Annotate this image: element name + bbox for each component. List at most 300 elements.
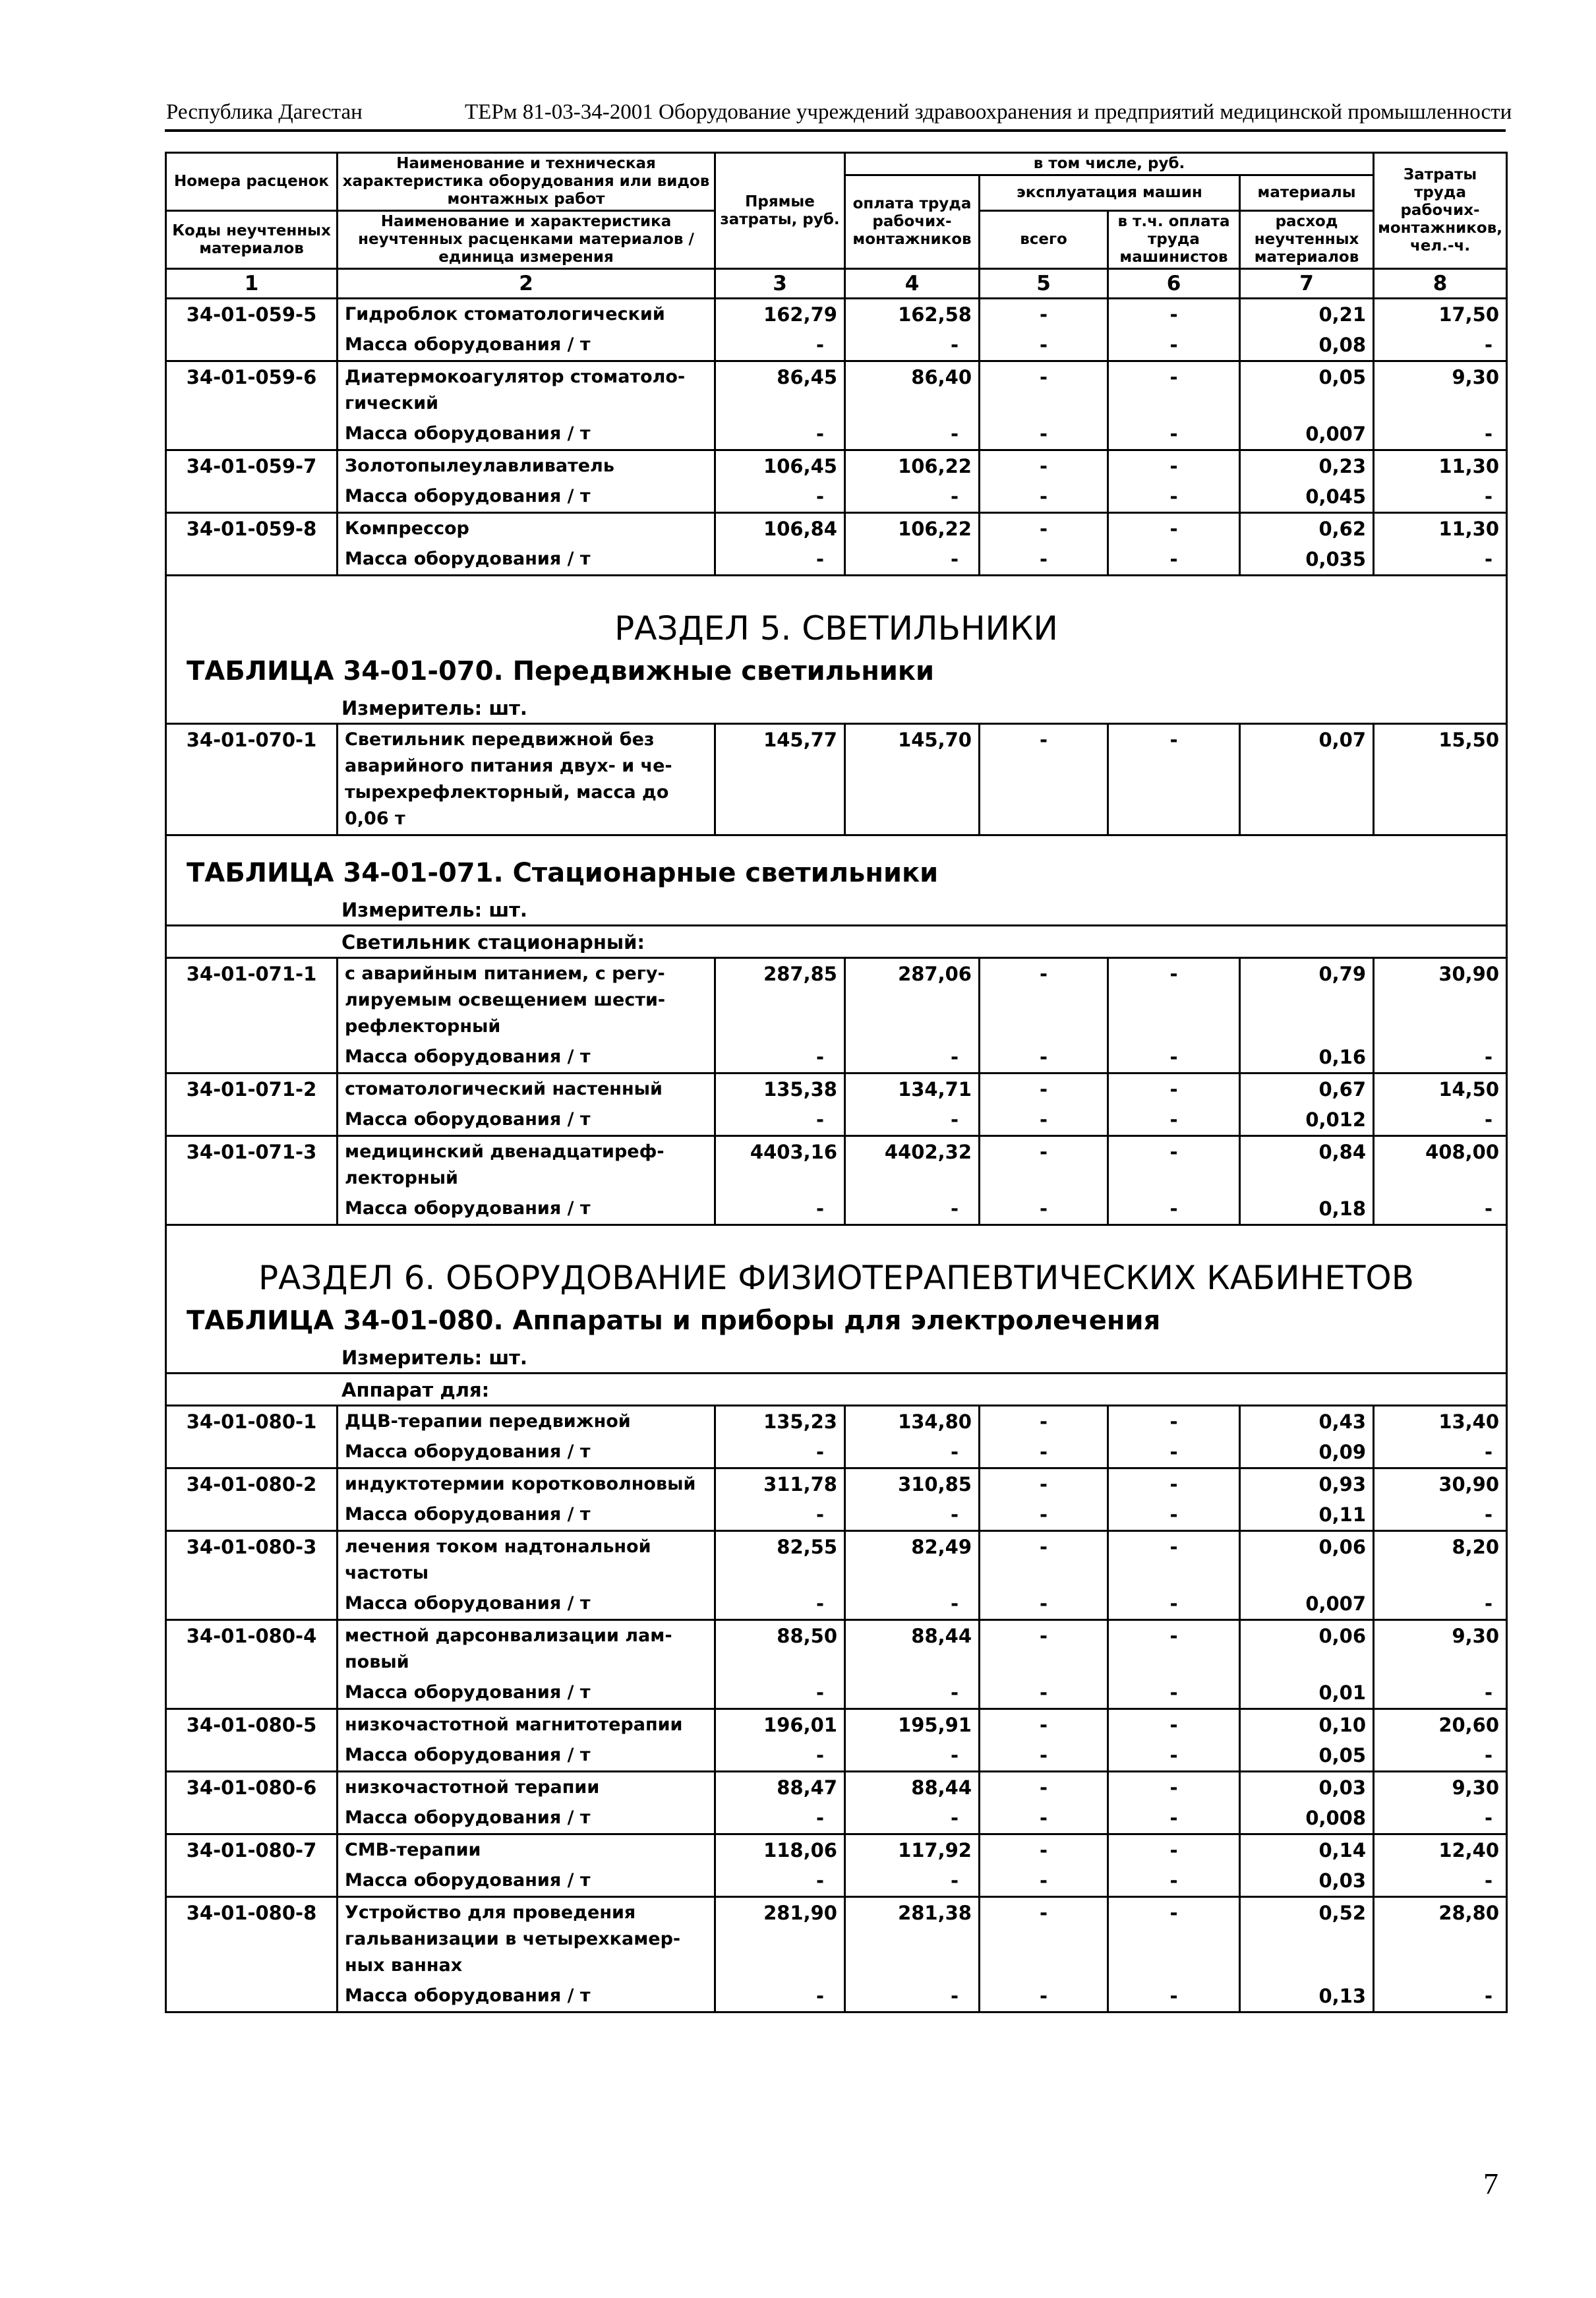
group-heading: Аппарат для: [166, 1374, 1507, 1406]
rate-value: - [980, 361, 1108, 419]
mass-value: - [715, 544, 845, 576]
mass-value: - [1374, 1194, 1507, 1225]
col-labor-header: Затраты труда рабочих-монтажников, чел.-ч. [1374, 153, 1507, 269]
rate-value: - [1108, 450, 1240, 482]
mass-label: Масса оборудования / т [338, 1194, 715, 1225]
rate-code: 34-01-080-1 [166, 1406, 338, 1437]
mass-value: 0,045 [1240, 481, 1374, 513]
rate-value: - [1108, 1897, 1240, 1981]
mass-value: - [845, 1104, 980, 1136]
rate-value: 195,91 [845, 1709, 980, 1741]
rate-value: - [980, 1897, 1108, 1981]
rate-code: 34-01-080-6 [166, 1772, 338, 1803]
mass-value: - [845, 1740, 980, 1772]
rate-value: 106,22 [845, 450, 980, 482]
rate-code: 34-01-059-5 [166, 299, 338, 330]
rate-code: 34-01-080-3 [166, 1531, 338, 1589]
mass-value: - [1374, 1678, 1507, 1709]
rate-row [166, 1406, 1507, 1437]
mass-value: - [1374, 419, 1507, 450]
rate-value: - [1108, 1772, 1240, 1803]
col-name-subheader: Наименование и характеристика неучтенных расценками материалов / единица измерения [338, 211, 715, 269]
rate-name: низкочастотной терапии [338, 1772, 715, 1803]
mass-row [166, 1499, 1507, 1531]
section-title: РАЗДЕЛ 5. СВЕТИЛЬНИКИ [166, 593, 1507, 651]
running-header [165, 99, 1512, 132]
mass-value: - [1374, 1740, 1507, 1772]
rate-value: - [1108, 1406, 1240, 1437]
mass-value: - [1374, 1042, 1507, 1073]
rate-value: 9,30 [1374, 361, 1507, 419]
rate-value: 0,79 [1240, 958, 1374, 1043]
rate-value: 11,30 [1374, 513, 1507, 545]
mass-value: - [980, 1588, 1108, 1620]
rate-name: лечения током надтональной частоты [338, 1531, 715, 1589]
mass-value: - [1108, 419, 1240, 450]
mass-value: - [1374, 1588, 1507, 1620]
page-number: 7 [1483, 2167, 1498, 2200]
rate-name: с аварийным питанием, с регу-лируемым освещением шести-рефлекторный [338, 958, 715, 1043]
column-number: 5 [980, 269, 1108, 299]
rate-code-empty [166, 419, 338, 450]
rate-value: 106,22 [845, 513, 980, 545]
rate-code: 34-01-080-2 [166, 1468, 338, 1500]
rate-value: 8,20 [1374, 1531, 1507, 1589]
rate-value: 0,03 [1240, 1772, 1374, 1803]
group-heading-row [166, 1374, 1507, 1406]
mass-value: - [715, 1194, 845, 1225]
mass-value: - [980, 1104, 1108, 1136]
rate-value: 86,45 [715, 361, 845, 419]
rate-row [166, 1709, 1507, 1741]
rate-value: 135,23 [715, 1406, 845, 1437]
mass-value: - [845, 481, 980, 513]
mass-value: - [980, 1042, 1108, 1073]
rate-code: 34-01-059-6 [166, 361, 338, 419]
table-title: ТАБЛИЦА 34-01-080. Аппараты и приборы для электролечения [166, 1301, 1507, 1341]
mass-label: Масса оборудования / т [338, 1104, 715, 1136]
rate-code-empty [166, 1194, 338, 1225]
mass-value: - [980, 419, 1108, 450]
mass-value: - [845, 1588, 980, 1620]
rate-value: 134,80 [845, 1406, 980, 1437]
mass-value: - [845, 1981, 980, 2012]
rate-value: 88,50 [715, 1620, 845, 1678]
rate-value: - [1108, 1620, 1240, 1678]
rate-value: 88,44 [845, 1772, 980, 1803]
rate-name: Компрессор [338, 513, 715, 545]
rate-code-empty [166, 1981, 338, 2012]
mass-value: - [1108, 1678, 1240, 1709]
mass-value: - [845, 419, 980, 450]
mass-value: - [980, 1194, 1108, 1225]
rate-value: 106,84 [715, 513, 845, 545]
mass-value: - [845, 1865, 980, 1897]
rate-value: - [1108, 724, 1240, 835]
column-number: 4 [845, 269, 980, 299]
mass-label: Масса оборудования / т [338, 481, 715, 513]
mass-value: - [845, 1678, 980, 1709]
rate-code: 34-01-059-8 [166, 513, 338, 545]
mass-value: - [715, 1042, 845, 1073]
rate-value: 134,71 [845, 1073, 980, 1105]
table-title: ТАБЛИЦА 34-01-071. Стационарные светильники [166, 853, 1507, 893]
unit-of-measure: Измеритель: шт. [166, 893, 1507, 926]
rate-value: 408,00 [1374, 1136, 1507, 1194]
rate-name: Устройство для проведения гальванизации в четырехкамер-ных ваннах [338, 1897, 715, 1981]
mass-row [166, 544, 1507, 576]
mass-label: Масса оборудования / т [338, 1803, 715, 1834]
rate-value: 0,21 [1240, 299, 1374, 330]
table-title: ТАБЛИЦА 34-01-070. Передвижные светильники [166, 651, 1507, 691]
mass-value: - [715, 1981, 845, 2012]
rate-value: 287,06 [845, 958, 980, 1043]
rate-value: 162,79 [715, 299, 845, 330]
separator-gap [166, 835, 1507, 854]
mass-value: 0,13 [1240, 1981, 1374, 2012]
separator-gap [166, 576, 1507, 594]
mass-value: 0,16 [1240, 1042, 1374, 1073]
mass-row [166, 1865, 1507, 1897]
mass-value: - [1108, 1437, 1240, 1468]
mass-row [166, 419, 1507, 450]
mass-value: - [1108, 1588, 1240, 1620]
mass-row [166, 1437, 1507, 1468]
col-code-subheader: Коды неучтенных материалов [166, 211, 338, 269]
rate-value: 0,10 [1240, 1709, 1374, 1741]
table-header [166, 153, 1507, 299]
rate-value: - [1108, 1073, 1240, 1105]
rate-row [166, 1834, 1507, 1866]
mass-value: 0,007 [1240, 419, 1374, 450]
col-machines-header: эксплуатация машин [980, 175, 1240, 211]
table-title-row [166, 651, 1507, 691]
unit-of-measure: Измеритель: шт. [166, 691, 1507, 724]
table-title-row [166, 853, 1507, 893]
rate-code-empty [166, 1437, 338, 1468]
rate-value: 0,43 [1240, 1406, 1374, 1437]
col-name-header: Наименование и техническая характеристика оборудования или видов монтажных работ [338, 153, 715, 211]
rate-code-empty [166, 1740, 338, 1772]
rate-code-empty [166, 330, 338, 361]
rate-value: - [980, 1406, 1108, 1437]
mass-row [166, 330, 1507, 361]
unit-of-measure-row [166, 1341, 1507, 1374]
header-title: ТЕРм 81-03-34-2001 Оборудование учреждений здравоохранения и предприятий медицинской промышленности [465, 100, 1512, 124]
col-unaccounted-materials-header: расход неучтенных материалов [1240, 211, 1374, 269]
mass-value: - [980, 330, 1108, 361]
rate-code-empty [166, 1865, 338, 1897]
mass-value: - [1374, 1803, 1507, 1834]
mass-label: Масса оборудования / т [338, 1865, 715, 1897]
group-heading-row [166, 926, 1507, 958]
mass-value: 0,11 [1240, 1499, 1374, 1531]
mass-row [166, 1104, 1507, 1136]
rate-value: 0,62 [1240, 513, 1374, 545]
rate-value: - [980, 513, 1108, 545]
rate-name: Светильник передвижной без аварийного питания двух- и че-тырехрефлекторный, масса до 0,06 т [338, 724, 715, 835]
table-body [166, 299, 1507, 2012]
separator-gap [166, 1225, 1507, 1244]
mass-row [166, 1588, 1507, 1620]
mass-value: - [1374, 1865, 1507, 1897]
rate-row [166, 450, 1507, 482]
mass-value: 0,09 [1240, 1437, 1374, 1468]
rate-value: - [980, 1531, 1108, 1589]
rate-code: 34-01-080-8 [166, 1897, 338, 1981]
rate-value: 30,90 [1374, 1468, 1507, 1500]
rate-value: 287,85 [715, 958, 845, 1043]
mass-label: Масса оборудования / т [338, 1740, 715, 1772]
rate-value: - [980, 1772, 1108, 1803]
mass-row [166, 1981, 1507, 2012]
rate-value: 86,40 [845, 361, 980, 419]
mass-label: Масса оборудования / т [338, 1981, 715, 2012]
mass-value: - [980, 1803, 1108, 1834]
rate-code: 34-01-071-3 [166, 1136, 338, 1194]
mass-value: - [715, 1678, 845, 1709]
rate-code: 34-01-080-7 [166, 1834, 338, 1866]
mass-value: - [845, 1803, 980, 1834]
column-number: 8 [1374, 269, 1507, 299]
mass-value: - [715, 1437, 845, 1468]
mass-value: - [1108, 1865, 1240, 1897]
rate-value: - [980, 1468, 1108, 1500]
rate-value: 106,45 [715, 450, 845, 482]
rate-code-empty [166, 1678, 338, 1709]
rate-row [166, 299, 1507, 330]
mass-value: - [715, 419, 845, 450]
column-number: 6 [1108, 269, 1240, 299]
rate-row [166, 513, 1507, 545]
mass-label: Масса оборудования / т [338, 419, 715, 450]
mass-value: - [1108, 1499, 1240, 1531]
mass-value: - [980, 481, 1108, 513]
rate-value: - [980, 1709, 1108, 1741]
rate-value: 82,49 [845, 1531, 980, 1589]
rate-code: 34-01-080-5 [166, 1709, 338, 1741]
rate-code: 34-01-070-1 [166, 724, 338, 835]
rate-value: 12,40 [1374, 1834, 1507, 1866]
section-title-row [166, 593, 1507, 651]
mass-value: - [1374, 1499, 1507, 1531]
rate-code-empty [166, 544, 338, 576]
mass-value: - [1108, 544, 1240, 576]
rate-name: медицинский двенадцатиреф-лекторный [338, 1136, 715, 1194]
rate-value: 20,60 [1374, 1709, 1507, 1741]
rate-row [166, 1073, 1507, 1105]
rate-value: - [980, 1136, 1108, 1194]
rate-name: СМВ-терапии [338, 1834, 715, 1866]
mass-value: 0,007 [1240, 1588, 1374, 1620]
unit-of-measure-row [166, 893, 1507, 926]
rate-code-empty [166, 1104, 338, 1136]
mass-value: 0,18 [1240, 1194, 1374, 1225]
rate-value: - [980, 1834, 1108, 1866]
mass-value: - [1374, 1437, 1507, 1468]
rate-value: 15,50 [1374, 724, 1507, 835]
mass-value: - [980, 544, 1108, 576]
col-direct-costs-header: Прямые затраты, руб. [715, 153, 845, 269]
mass-row [166, 1678, 1507, 1709]
rate-name: низкочастотной магнитотерапии [338, 1709, 715, 1741]
mass-value: - [845, 544, 980, 576]
rate-value: 0,06 [1240, 1531, 1374, 1589]
mass-value: - [1108, 481, 1240, 513]
rate-value: 82,55 [715, 1531, 845, 1589]
rate-value: 0,07 [1240, 724, 1374, 835]
mass-label: Масса оборудования / т [338, 1437, 715, 1468]
mass-value: - [715, 481, 845, 513]
rate-row [166, 1772, 1507, 1803]
rate-value: 4403,16 [715, 1136, 845, 1194]
rate-value: 281,90 [715, 1897, 845, 1981]
rate-code: 34-01-059-7 [166, 450, 338, 482]
rate-value: 28,80 [1374, 1897, 1507, 1981]
rate-value: 0,06 [1240, 1620, 1374, 1678]
rate-code-empty [166, 481, 338, 513]
rate-value: 14,50 [1374, 1073, 1507, 1105]
mass-value: 0,05 [1240, 1740, 1374, 1772]
mass-value: - [715, 1499, 845, 1531]
rate-name: Диатермокоагулятор стоматоло-гический [338, 361, 715, 419]
column-number: 7 [1240, 269, 1374, 299]
mass-value: - [1374, 330, 1507, 361]
mass-row [166, 1042, 1507, 1073]
mass-value: 0,01 [1240, 1678, 1374, 1709]
mass-value: - [845, 330, 980, 361]
rate-value: - [980, 1620, 1108, 1678]
mass-value: 0,035 [1240, 544, 1374, 576]
rate-value: 4402,32 [845, 1136, 980, 1194]
rate-row [166, 958, 1507, 1043]
mass-value: - [980, 1981, 1108, 2012]
rate-value: 135,38 [715, 1073, 845, 1105]
rate-value: 11,30 [1374, 450, 1507, 482]
mass-value: - [980, 1678, 1108, 1709]
rate-value: - [980, 958, 1108, 1043]
mass-row [166, 481, 1507, 513]
col-wages-header: оплата труда рабочих-монтажников [845, 175, 980, 269]
rate-code-empty [166, 1499, 338, 1531]
mass-value: - [715, 1803, 845, 1834]
rate-value: 13,40 [1374, 1406, 1507, 1437]
rate-value: 0,93 [1240, 1468, 1374, 1500]
rate-value: 9,30 [1374, 1620, 1507, 1678]
rate-name: местной дарсонвализации лам-повый [338, 1620, 715, 1678]
rate-row [166, 1531, 1507, 1589]
mass-value: - [980, 1740, 1108, 1772]
rate-value: - [980, 1073, 1108, 1105]
mass-value: - [845, 1499, 980, 1531]
col-group-header: в том числе, руб. [845, 153, 1374, 175]
section-title-row [166, 1243, 1507, 1301]
mass-value: - [980, 1499, 1108, 1531]
rate-value: 196,01 [715, 1709, 845, 1741]
col-code-header: Номера расценок [166, 153, 338, 211]
rate-value: 0,05 [1240, 361, 1374, 419]
rate-value: - [980, 450, 1108, 482]
rate-value: 88,44 [845, 1620, 980, 1678]
rate-row [166, 724, 1507, 835]
rate-value: 9,30 [1374, 1772, 1507, 1803]
rate-name: индуктотермии коротковолновый [338, 1468, 715, 1500]
rate-value: 0,23 [1240, 450, 1374, 482]
mass-value: - [845, 1042, 980, 1073]
mass-row [166, 1194, 1507, 1225]
rate-name: Золотопылеулавливатель [338, 450, 715, 482]
mass-value: - [715, 330, 845, 361]
rate-name: стоматологический настенный [338, 1073, 715, 1105]
mass-label: Масса оборудования / т [338, 1678, 715, 1709]
rate-value: 0,52 [1240, 1897, 1374, 1981]
mass-value: - [1108, 1104, 1240, 1136]
rate-value: 311,78 [715, 1468, 845, 1500]
mass-value: - [845, 1194, 980, 1225]
mass-value: 0,03 [1240, 1865, 1374, 1897]
mass-label: Масса оборудования / т [338, 1042, 715, 1073]
col-machines-total-header: всего [980, 211, 1108, 269]
block-separator [166, 576, 1507, 594]
rate-value: 88,47 [715, 1772, 845, 1803]
rate-name: ДЦВ-терапии передвижной [338, 1406, 715, 1437]
rate-value: - [980, 299, 1108, 330]
column-numbers-row [166, 269, 1507, 299]
column-number: 2 [338, 269, 715, 299]
rate-value: - [980, 724, 1108, 835]
rates-sheet [165, 152, 1506, 2013]
rate-code-empty [166, 1803, 338, 1834]
rate-value: 310,85 [845, 1468, 980, 1500]
mass-value: - [1108, 1740, 1240, 1772]
block-separator [166, 1225, 1507, 1244]
rate-value: - [1108, 361, 1240, 419]
mass-value: - [1374, 544, 1507, 576]
rate-value: 145,77 [715, 724, 845, 835]
mass-value: - [1374, 1981, 1507, 2012]
mass-value: - [715, 1104, 845, 1136]
unit-of-measure: Измеритель: шт. [166, 1341, 1507, 1374]
group-heading: Светильник стационарный: [166, 926, 1507, 958]
mass-label: Масса оборудования / т [338, 544, 715, 576]
block-separator [166, 835, 1507, 854]
rates-table [165, 152, 1508, 2013]
column-number: 3 [715, 269, 845, 299]
rate-value: 30,90 [1374, 958, 1507, 1043]
rate-value: - [1108, 513, 1240, 545]
rate-code: 34-01-080-4 [166, 1620, 338, 1678]
rate-value: - [1108, 1136, 1240, 1194]
rate-code-empty [166, 1042, 338, 1073]
mass-value: - [845, 1437, 980, 1468]
mass-value: - [1108, 1981, 1240, 2012]
mass-value: - [715, 1740, 845, 1772]
table-title-row [166, 1301, 1507, 1341]
rate-value: - [1108, 1531, 1240, 1589]
rate-value: 17,50 [1374, 299, 1507, 330]
column-number: 1 [166, 269, 338, 299]
mass-value: - [1108, 1042, 1240, 1073]
rate-value: 118,06 [715, 1834, 845, 1866]
rate-row [166, 1136, 1507, 1194]
rate-value: 281,38 [845, 1897, 980, 1981]
mass-value: - [1108, 1803, 1240, 1834]
mass-label: Масса оборудования / т [338, 1499, 715, 1531]
mass-value: 0,012 [1240, 1104, 1374, 1136]
rate-value: 0,84 [1240, 1136, 1374, 1194]
rate-value: - [1108, 1709, 1240, 1741]
section-title: РАЗДЕЛ 6. ОБОРУДОВАНИЕ ФИЗИОТЕРАПЕВТИЧЕСКИХ КАБИНЕТОВ [166, 1243, 1507, 1301]
